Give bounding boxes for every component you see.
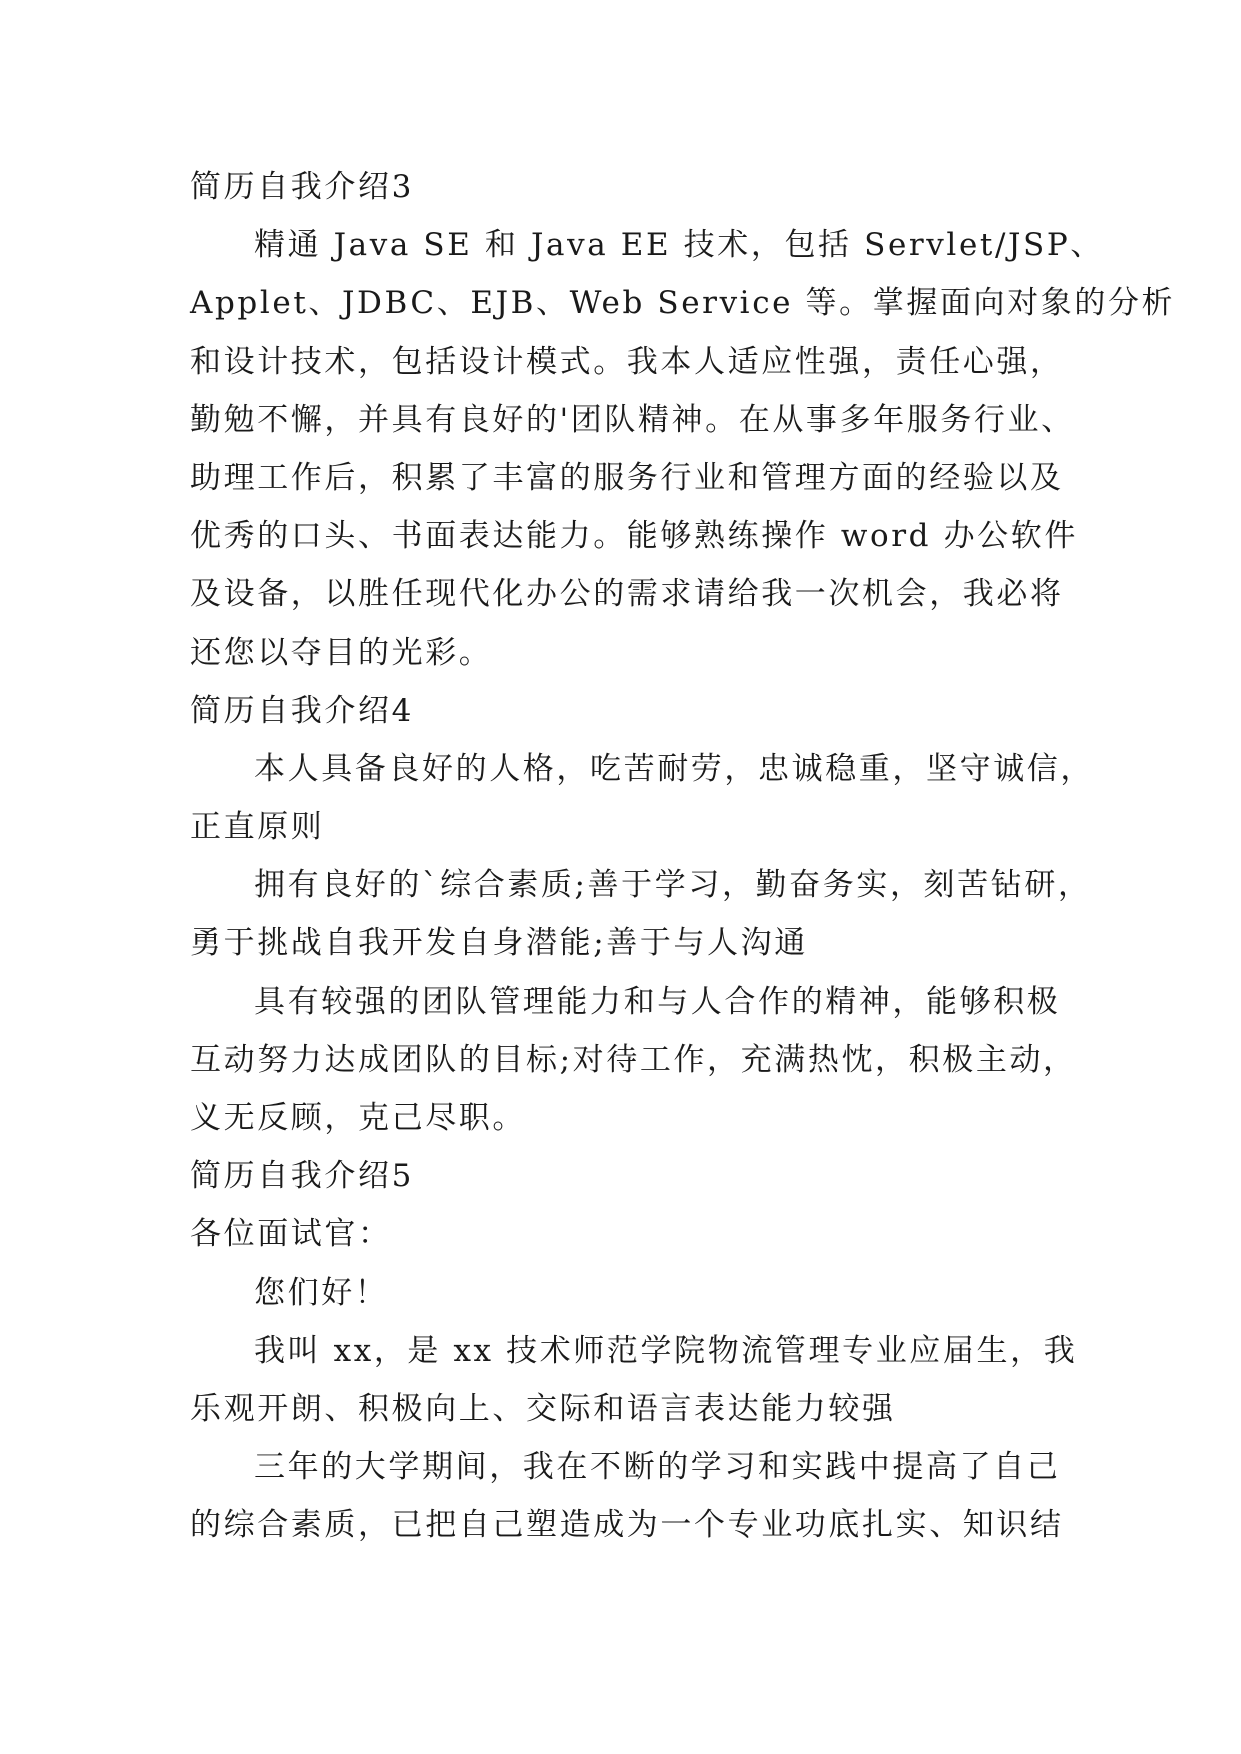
section-heading: 简历自我介绍4 — [190, 692, 414, 729]
paragraph-line: Applet、JDBC、EJB、Web Service 等。掌握面向对象的分析 — [190, 285, 1176, 322]
paragraph-line: 义无反顾，克己尽职。 — [190, 1100, 526, 1136]
section-heading: 简历自我介绍3 — [190, 169, 414, 205]
greeting-line: 您们好！ — [254, 1274, 389, 1311]
paragraph-line: 勇于挑战自我开发自身潜能;善于与人沟通 — [190, 925, 808, 962]
section-heading: 简历自我介绍5 — [190, 1158, 414, 1195]
paragraph-line: 三年的大学期间，我在不断的学习和实践中提高了自己 — [254, 1449, 1061, 1486]
paragraph-line: 和设计技术，包括设计模式。我本人适应性强，责任心强， — [190, 343, 1064, 380]
paragraph-line: 及设备，以胜任现代化办公的需求请给我一次机会，我必将 — [190, 576, 1064, 613]
paragraph-line: 的综合素质，已把自己塑造成为一个专业功底扎实、知识结 — [190, 1507, 1064, 1544]
paragraph-line: 还您以夺目的光彩。 — [190, 634, 493, 671]
paragraph-line: 助理工作后，积累了丰富的服务行业和管理方面的经验以及 — [190, 459, 1064, 496]
document-page — [190, 158, 1176, 1555]
paragraph-line: 精通 Java SE 和 Java EE 技术，包括 Servlet/JSP、 — [254, 227, 1104, 264]
paragraph-line: 拥有良好的`综合素质;善于学习，勤奋务实，刻苦钻研， — [254, 867, 1092, 904]
paragraph-line: 优秀的口头、书面表达能力。能够熟练操作 word 办公软件 — [190, 518, 1078, 555]
paragraph-line: 具有较强的团队管理能力和与人合作的精神，能够积极 — [254, 983, 1061, 1020]
paragraph-line: 我叫 xx，是 xx 技术师范学院物流管理专业应届生，我 — [254, 1332, 1078, 1369]
paragraph-line: 勤勉不懈，并具有良好的'团队精神。在从事多年服务行业、 — [190, 401, 1075, 438]
paragraph-line: 互动努力达成团队的目标;对待工作，充满热忱，积极主动， — [190, 1041, 1077, 1078]
paragraph-line: 乐观开朗、积极向上、交际和语言表达能力较强 — [190, 1390, 896, 1427]
salutation-line: 各位面试官： — [190, 1216, 392, 1253]
paragraph-line: 本人具备良好的人格，吃苦耐劳，忠诚稳重，坚守诚信， — [254, 750, 1094, 787]
paragraph-line: 正直原则 — [190, 809, 325, 846]
